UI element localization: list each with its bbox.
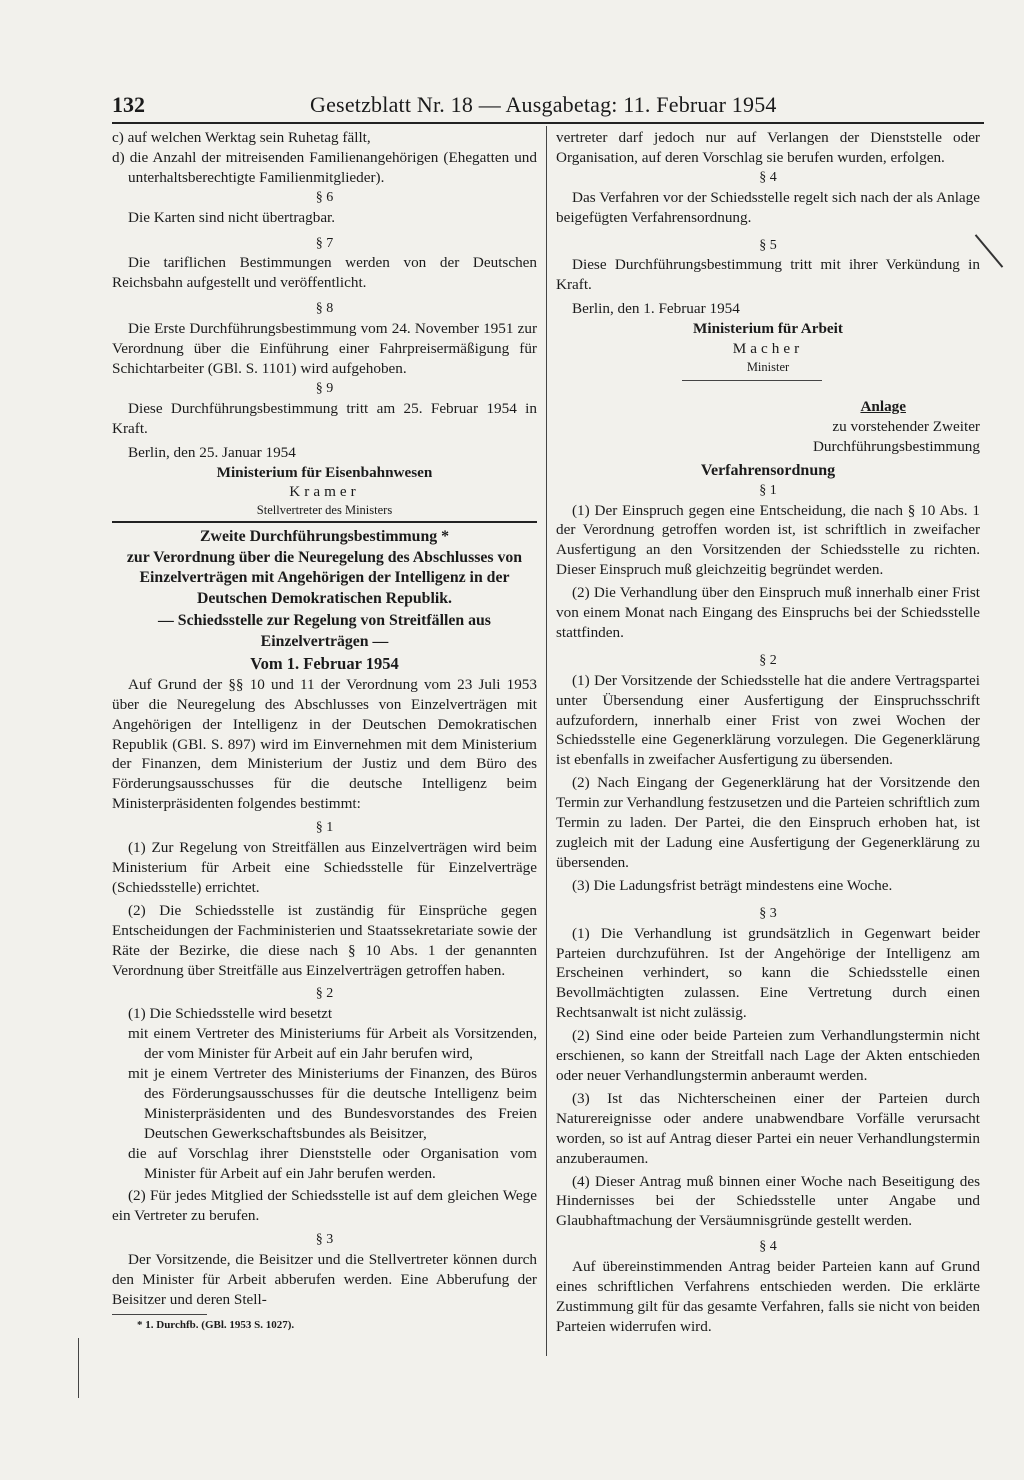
- page-header: [112, 92, 984, 118]
- footnote-rule: [112, 1314, 207, 1315]
- document-title-continued: zur Verordnung über die Neuregelung des Abschlusses von Einzelverträgen mit Angehörigen der Intelligenz in der Deutschen Demokratischen Republik.: [126, 548, 523, 607]
- document-date: Vom 1. Februar 1954: [250, 654, 399, 674]
- signatory-name: Kramer: [289, 483, 360, 501]
- signatory-role: Minister: [746, 359, 790, 374]
- section-heading: § 2: [315, 986, 334, 1002]
- paragraph: (1) Der Einspruch gegen eine Entscheidung, die nach § 10 Abs. 1 der Verordnung getroffen worden ist, ist schriftlich in zweifacher Ausfertigung an den Vorsitzenden der Schiedsstelle zu richten. Dieser Einspruch muß gleichzeitig begründet werden.: [556, 501, 980, 579]
- annex-label: Anlage: [860, 397, 906, 415]
- page-number: 132: [112, 92, 145, 117]
- paragraph: (3) Die Ladungsfrist beträgt mindestens eine Woche.: [572, 876, 893, 894]
- paragraph: (2) Die Schiedsstelle ist zuständig für Einsprüche gegen Entscheidungen der Fachministerien und Staatssekretariate sowie der Räte der Bezirke, die diese nach § 10 Abs. 1 der genannten Verordnung über Streitfälle aus Einzelverträgen getroffen haben.: [112, 901, 537, 979]
- ministry-name: Ministerium für Arbeit: [693, 320, 843, 338]
- preamble: Auf Grund der §§ 10 und 11 der Verordnung vom 23 Juli 1953 über die Neuregelung des Abschlusses von Einzelverträgen mit Angehörigen der Intelligenz in der Deutschen Demokratischen Republik (GBl. S. 897) wird im Einvernehmen mit dem Ministerium der Finanzen, dem Ministerium der Justiz und dem Büro des Förderungsausschusses für die deutsche Intelligenz beim Ministerpräsidenten folgendes bestimmt:: [112, 675, 537, 813]
- annex-reference: Durchführungsbestimmung: [812, 437, 980, 455]
- paragraph: (2) Die Verhandlung über den Einspruch muß innerhalb einer Frist von einem Monat nach Eingang des Einspruchs bei der Schiedsstelle stattfinden.: [556, 584, 980, 641]
- section-heading: § 4: [759, 1239, 777, 1255]
- paragraph: Der Vorsitzende, die Beisitzer und die Stellvertreter können durch den Minister für Arbeit abberufen werden. Eine Abberufung der Beisitzer und deren Stell-: [112, 1251, 537, 1308]
- left-column: [112, 128, 537, 1333]
- paragraph-continued: vertreter darf jedoch nur auf Verlangen der Dienststelle oder Organisation, auf deren Vorschlag sie berufen wurden, erfolgen.: [556, 129, 980, 166]
- right-column: [556, 128, 980, 1337]
- paragraph: (2) Nach Eingang der Gegenerklärung hat der Vorsitzende den Termin zur Verhandlung festzusetzen und die Parteien schriftlich zum Termin zu laden. Der Partei, die den Einspruch erhoben hat, ist zugleich mit der Ladung eine Ausfertigung der Gegenerklärung zu übersenden.: [556, 774, 980, 871]
- section-heading: § 2: [759, 652, 777, 668]
- section-heading: § 1: [315, 820, 334, 836]
- paragraph: (2) Für jedes Mitglied der Schiedsstelle ist auf dem gleichen Wege ein Vertreter zu berufen.: [112, 1187, 537, 1225]
- signature-rule: [682, 380, 822, 381]
- signatory-role: Stellvertreter des Ministers: [256, 503, 393, 518]
- section-heading: § 6: [315, 189, 334, 205]
- header-title: Gesetzblatt Nr. 18 — Ausgabetag: 11. Februar 1954: [310, 92, 777, 117]
- signatory-name: Macher: [732, 340, 804, 358]
- section-heading: § 5: [759, 237, 777, 253]
- section-heading: § 1: [759, 482, 777, 498]
- section-heading: § 8: [315, 301, 334, 317]
- section-heading: § 7: [315, 235, 334, 251]
- paragraph: (1) Die Schiedsstelle wird besetzt: [128, 1005, 333, 1023]
- column-divider: [546, 126, 547, 1356]
- section-heading: § 3: [759, 905, 777, 921]
- section-heading: § 3: [315, 1232, 334, 1248]
- date-line: Berlin, den 1. Februar 1954: [572, 300, 740, 318]
- paragraph: (4) Dieser Antrag muß binnen einer Woche nach Beseitigung des Hindernisses bei der Schiedsstelle unter Angabe und Glaubhaftmachung der Versäumnisgründe gestellt werden.: [556, 1172, 980, 1230]
- list-item-d: d) die Anzahl der mitreisenden Familienangehörigen (Ehegatten und unterhaltsberechtigte Familienmitglieder).: [112, 148, 537, 186]
- paragraph: Auf übereinstimmenden Antrag beider Parteien kann auf Grund eines schriftlichen Verfahrens entschieden werden. Die erklärte Zustimmung gilt für das gesamte Verfahren, falls sie nicht von beiden Parteien widerrufen wird.: [556, 1258, 980, 1335]
- paragraph: Diese Durchführungsbestimmung tritt am 25. Februar 1954 in Kraft.: [112, 399, 537, 437]
- paragraph: Das Verfahren vor der Schiedsstelle regelt sich nach der als Anlage beigefügten Verfahrensordnung.: [556, 188, 980, 226]
- paragraph: (1) Zur Regelung von Streitfällen aus Einzelverträgen wird beim Ministerium für Arbeit eine Schiedsstelle für Einzelverträge (Schiedsstelle) errichtet.: [112, 839, 537, 896]
- list-item: die auf Vorschlag ihrer Dienststelle oder Organisation vom Minister für Arbeit auf ein Jahr berufen werden.: [128, 1144, 537, 1182]
- document-title: Zweite Durchführungsbestimmung *: [200, 528, 449, 546]
- date-line: Berlin, den 25. Januar 1954: [128, 443, 296, 461]
- annex-title: Verfahrensordnung: [700, 461, 836, 479]
- paragraph: (3) Ist das Nichterscheinen einer der Parteien durch Naturereignisse oder andere unabwendbare Vorfälle verursacht worden, so ist auf Antrag dieser Partei ein neuer Verhandlungstermin anzuberaumen.: [556, 1089, 980, 1167]
- footnote: * 1. Durchfb. (GBl. 1953 S. 1027).: [137, 1318, 295, 1331]
- document-subtitle: — Schiedsstelle zur Regelung von Streitfällen aus Einzelverträgen —: [158, 612, 491, 650]
- paragraph: Die Karten sind nicht übertragbar.: [128, 208, 336, 226]
- list-item: mit einem Vertreter des Ministeriums für Arbeit als Vorsitzenden, der vom Minister für Arbeit auf ein Jahr berufen wird,: [128, 1025, 537, 1063]
- section-heading: § 9: [315, 380, 334, 396]
- list-item-c: c) auf welchen Werktag sein Ruhetag fällt,: [112, 129, 371, 146]
- section-heading: § 4: [759, 169, 777, 185]
- header-rule: [112, 122, 984, 124]
- paragraph: Diese Durchführungsbestimmung tritt mit ihrer Verkündung in Kraft.: [556, 256, 980, 294]
- paragraph: (2) Sind eine oder beide Parteien zum Verhandlungstermin nicht erschienen, so kann der Streitfall nach Lage der Akten entschieden oder neuer Verhandlungstermin anberaumt werden.: [556, 1027, 980, 1084]
- ministry-name: Ministerium für Eisenbahnwesen: [216, 463, 433, 481]
- list-item: mit je einem Vertreter des Ministeriums der Finanzen, des Büros des Förderungsausschusses für die deutsche Intelligenz beim Ministerpräsidenten und des Bundesvorstandes des Freien Deutschen Gewerkschaftsbundes als Beisitzer,: [128, 1065, 537, 1142]
- paragraph: (1) Der Vorsitzende der Schiedsstelle hat die andere Vertragspartei unter Übersendung einer Ausfertigung der Einspruchsschrift aufzufordern, innerhalb einer Frist von zwei Wochen der Schiedsstelle eine Gegenerklärung vorzulegen. Die Gegenerklärung ist ebenfalls in zweifacher Ausfertigung zu übersenden.: [556, 671, 980, 769]
- paragraph: (1) Die Verhandlung ist grundsätzlich in Gegenwart beider Parteien durchzuführen. Ist der Angehörige der Intelligenz am Erscheinen verhindert, so kann die Schiedsstelle einen Bevollmächtigten zulassen. Eine Vertretung durch einen Rechtsanwalt ist nicht zulässig.: [556, 924, 980, 1022]
- paragraph: Die tariflichen Bestimmungen werden von der Deutschen Reichsbahn aufgestellt und veröffentlicht.: [112, 254, 537, 292]
- paragraph: Die Erste Durchführungsbestimmung vom 24. November 1951 zur Verordnung über die Einführung einer Fahrpreisermäßigung für Schichtarbeiter (GBl. S. 1101) wird aufgehoben.: [112, 320, 537, 377]
- margin-pen-mark: [78, 1338, 79, 1398]
- annex-reference: zu vorstehender Zweiter: [832, 417, 980, 435]
- section-rule: [112, 521, 537, 523]
